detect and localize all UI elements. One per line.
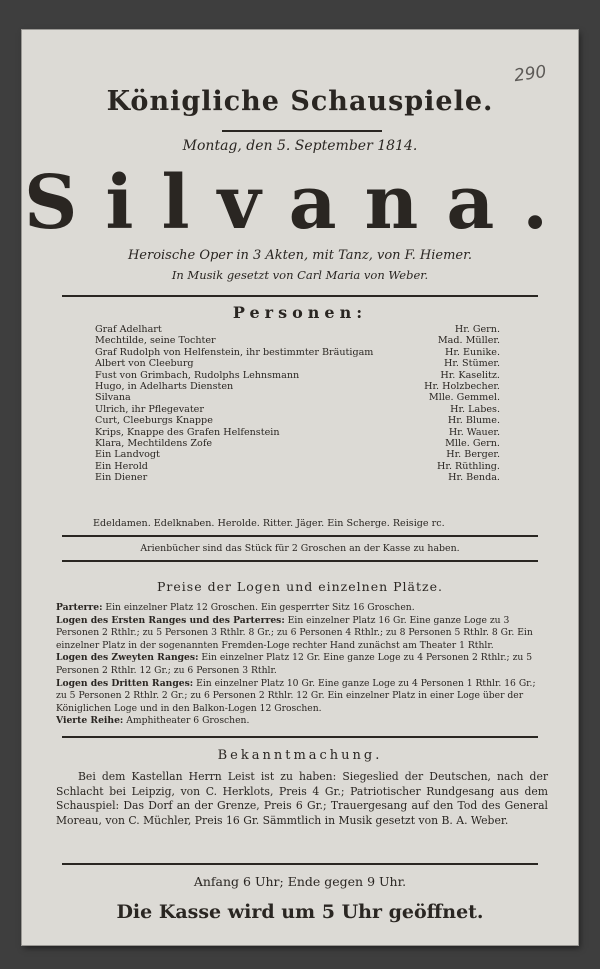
actor-name: Hr. Holzbecher.: [424, 380, 500, 392]
role-name: Graf Rudolph von Helfenstein, ihr bestimmter Bräutigam: [95, 346, 374, 358]
price-details: Amphitheater 6 Groschen.: [123, 715, 250, 727]
cast-row: [95, 358, 500, 369]
actor-name: Hr. Kaselitz.: [440, 369, 500, 381]
role-name: Albert von Cleeburg: [95, 358, 194, 370]
cast-extras: Edeldamen. Edelknaben. Herolde. Ritter. Jäger. Ein Scherge. Reisige rc.: [93, 518, 445, 529]
role-name: Ein Herold: [95, 460, 148, 472]
cast-row: [95, 472, 500, 483]
role-name: Silvana: [95, 392, 131, 404]
price-line: [56, 615, 546, 653]
price-details: Ein einzelner Platz 12 Gr. Eine ganze Loge zu 4 Personen 2 Rthlr.; zu 5 Personen 2 Rthlr. 12 Gr.; zu 6 Personen 3 Rthlr.: [56, 652, 533, 676]
price-details: Ein einzelner Platz 10 Gr. Eine ganze Loge zu 4 Personen 1 Rthlr. 16 Gr.; zu 5 Personen 2 Rthlr. 2 Gr.; zu 6 Personen 2 Rthlr. 12 Gr. Ein einzelner Platz in einer Loge über der Königlichen Loge und in den Balkon-Logen 12 Groschen.: [56, 677, 536, 714]
libretto-notice: Arienbücher sind das Stück für 2 Groschen an der Kasse zu haben.: [140, 543, 460, 554]
price-category: Parterre:: [56, 602, 103, 613]
divider: [62, 295, 538, 297]
actor-name: Mad. Müller.: [437, 335, 500, 347]
role-name: Fust von Grimbach, Rudolphs Lehnsmann: [95, 369, 300, 381]
prices-heading: Preise der Logen und einzelnen Plätze.: [157, 579, 443, 594]
actor-name: Hr. Labes.: [450, 403, 500, 415]
price-line: [56, 715, 546, 728]
role-name: Ein Diener: [95, 472, 148, 484]
box-office-opening: Die Kasse wird um 5 Uhr geöffnet.: [116, 901, 484, 923]
price-list: [56, 602, 546, 728]
actor-name: Hr. Rüthling.: [437, 460, 500, 472]
start-time: Anfang 6 Uhr; Ende gegen 9 Uhr.: [193, 874, 407, 889]
announcement-heading: Bekanntmachung.: [217, 748, 383, 763]
actor-name: Hr. Blume.: [447, 415, 500, 427]
actor-name: Hr. Benda.: [448, 472, 500, 484]
role-name: Graf Adelhart: [95, 324, 162, 335]
price-category: Vierte Reihe:: [56, 715, 124, 727]
price-line: [56, 602, 546, 615]
price-category: Logen des Dritten Ranges:: [56, 677, 194, 689]
cast-row: [95, 324, 500, 335]
handwritten-number: 290: [512, 61, 548, 87]
playbill-sheet: [22, 30, 578, 945]
composer-line: In Musik gesetzt von Carl Maria von Weber.: [171, 268, 429, 282]
divider: [62, 560, 538, 562]
actor-name: Hr. Gern.: [454, 324, 500, 335]
actor-name: Hr. Berger.: [446, 449, 500, 461]
price-category: Logen des Ersten Ranges und des Parterres:: [56, 614, 285, 626]
cast-list: [95, 324, 500, 483]
actor-name: Hr. Eunike.: [445, 346, 500, 358]
actor-name: Hr. Wauer.: [448, 426, 500, 438]
cast-row: [95, 347, 500, 358]
price-line: [56, 652, 546, 677]
role-name: Hugo, in Adelharts Diensten: [95, 380, 234, 392]
personen-heading: Personen:: [232, 303, 368, 322]
role-name: Krips, Knappe des Grafen Helfenstein: [95, 426, 280, 438]
role-name: Curt, Cleeburgs Knappe: [95, 415, 213, 427]
cast-row: [95, 427, 500, 438]
role-name: Ein Landvogt: [95, 449, 160, 461]
role-name: Ulrich, ihr Pflegevater: [95, 403, 204, 415]
cast-row: [95, 392, 500, 403]
cast-row: [95, 461, 500, 472]
role-name: Klara, Mechtildens Zofe: [95, 437, 213, 449]
role-name: Mechtilde, seine Tochter: [95, 335, 216, 347]
theatre-title: Königliche Schauspiele.: [106, 86, 494, 117]
cast-row: [95, 449, 500, 460]
cast-row: [95, 381, 500, 392]
divider: [62, 863, 538, 865]
divider: [62, 535, 538, 537]
actor-name: Mlle. Gemmel.: [428, 392, 500, 404]
opera-title: Silvana.: [23, 160, 577, 246]
opera-subtitle: Heroische Oper in 3 Akten, mit Tanz, von F. Hiemer.: [127, 248, 473, 263]
price-details: Ein einzelner Platz 16 Gr. Eine ganze Loge zu 3 Personen 2 Rthlr.; zu 5 Personen 3 Rthlr. 8 Gr.; zu 6 Personen 4 Rthlr.; zu 8 Personen 5 Rthlr. 8 Gr. Ein einzelner Platz in der sogenannten Fremden-Loge rechter Hand zunächst am Theater 1 Rthlr.: [56, 614, 533, 651]
cast-row: [95, 404, 500, 415]
cast-row: [95, 415, 500, 426]
actor-name: Mlle. Gern.: [445, 437, 500, 449]
cast-row: [95, 370, 500, 381]
performance-date: Montag, den 5. September 1814.: [182, 138, 418, 154]
cast-row: [95, 438, 500, 449]
title-underline: [222, 130, 382, 132]
price-details: Ein einzelner Platz 12 Groschen. Ein gesperrter Sitz 16 Groschen.: [102, 602, 415, 613]
actor-name: Hr. Stümer.: [444, 358, 500, 370]
cast-row: [95, 335, 500, 346]
announcement-text: Bei dem Kastellan Herrn Leist ist zu haben: Siegeslied der Deutschen, nach der Schlacht bei Leipzig, von C. Herklots, Preis 4 Gr.; Patriotischer Rundgesang aus dem Schauspiel: Das Dorf an der Grenze, Preis 6 Gr.; Trauergesang auf den Tod des General Moreau, von C. Müchler, Preis 16 Gr. Sämmtlich in Musik gesetzt von B. A. Weber.: [56, 770, 548, 828]
divider: [62, 736, 538, 738]
price-line: [56, 678, 546, 716]
price-category: Logen des Zweyten Ranges:: [56, 652, 199, 664]
